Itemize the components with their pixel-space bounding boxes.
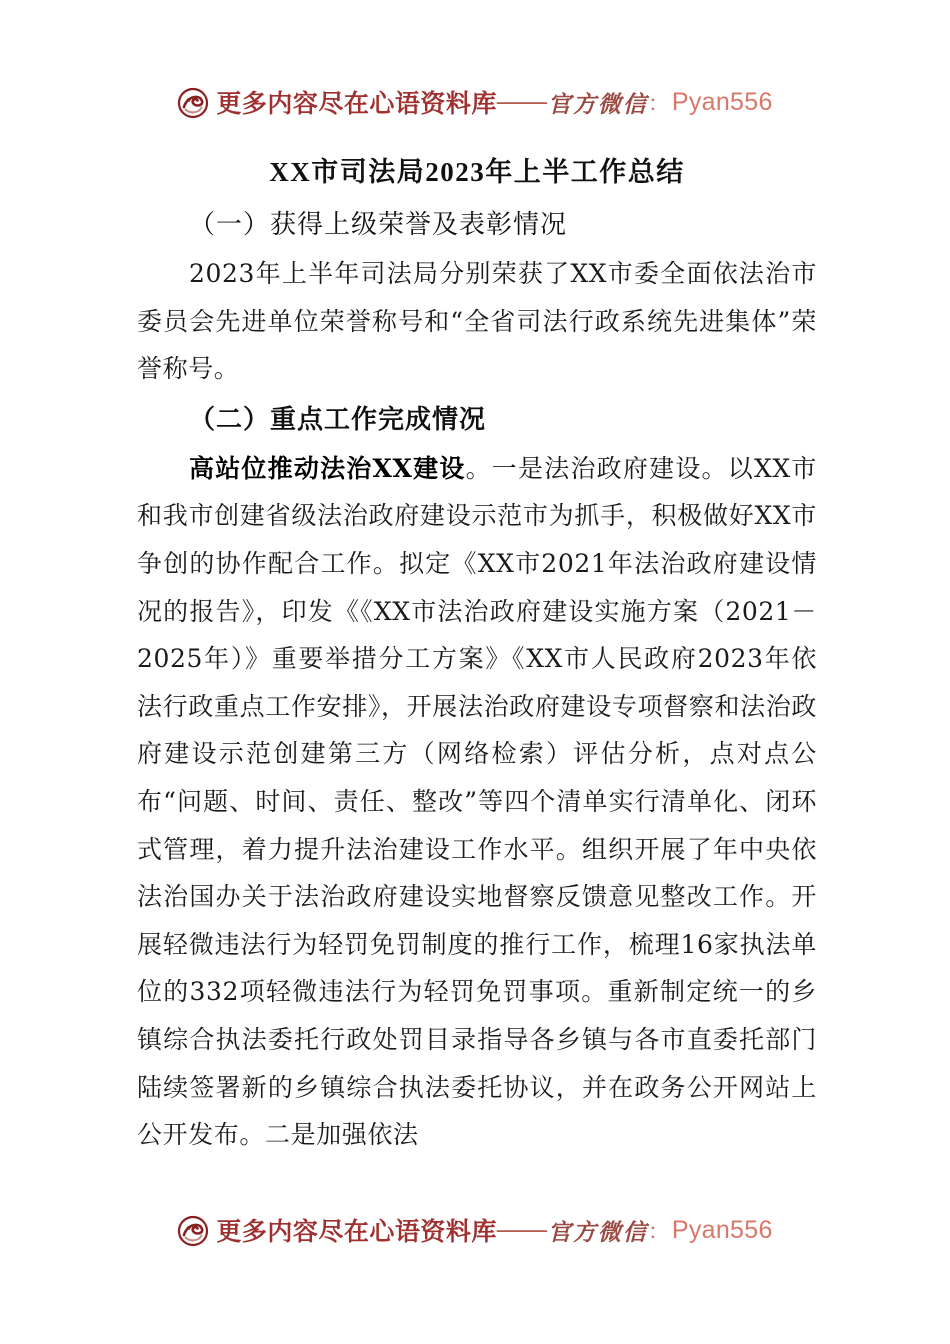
watermark-main-text: 更多内容尽在心语资料库 bbox=[216, 91, 497, 118]
watermark-wechat-id: Pyan556 bbox=[671, 87, 773, 116]
section-two-paragraph bbox=[137, 445, 817, 1159]
watermark-footer bbox=[0, 1212, 950, 1248]
watermark-colon: ： bbox=[647, 90, 670, 116]
lead-bold-text: 高站位推动法治XX建设 bbox=[189, 453, 466, 483]
watermark-wechat-label: 官方微信 bbox=[547, 91, 648, 117]
watermark-main-text: 更多内容尽在心语资料库 bbox=[216, 1219, 497, 1246]
swirl-seal-logo-icon bbox=[177, 87, 209, 119]
watermark-wechat-label: 官方微信 bbox=[547, 1219, 648, 1245]
document-body bbox=[137, 148, 817, 1159]
watermark-dash: —— bbox=[496, 1216, 547, 1243]
section-heading-two: （二）重点工作完成情况 bbox=[189, 404, 487, 435]
watermark-wechat-id: Pyan556 bbox=[671, 1215, 773, 1244]
section-one-paragraph: 2023年上半年司法局分别荣获了XX市委全面依法治市委员会先进单位荣誉称号和“全省司法行政系统先进集体”荣誉称号。 bbox=[137, 259, 817, 384]
page-title: XX市司法局2023年上半工作总结 bbox=[269, 157, 685, 187]
watermark-colon: ： bbox=[647, 1218, 670, 1244]
swirl-seal-logo-icon bbox=[177, 1215, 209, 1247]
section-two-body-text: 。一是法治政府建设。以XX市和我市创建省级法治政府建设示范市为抓手，积极做好XX市争创的协作配合工作。拟定《XX市2021年法治政府建设情况的报告》，印发《《XX市法治政府建设实施方案（2021－2025年）》重要举措分工方案》《XX市人民政府2023年依法行政重点工作安排》，开展法治政府建设专项督察和法治政府建设示范创建第三方（网络检索）评估分析，点对点公布“问题、时间、责任、整改”等四个清单实行清单化、闭环式管理，着力提升法治建设工作水平。组织开展了年中央依法治国办关于法治政府建设实地督察反馈意见整改工作。开展轻微违法行为轻罚免罚制度的推行工作，梳理16家执法单位的332项轻微违法行为轻罚免罚事项。重新制定统一的乡镇综合执法委托行政处罚目录指导各乡镇与各市直委托部门陆续签署新的乡镇综合执法委托协议，并在政务公开网站上公开发布。二是加强依法 bbox=[137, 453, 817, 1150]
section-heading-one: （一）获得上级荣誉及表彰情况 bbox=[189, 210, 568, 240]
watermark-header bbox=[0, 84, 950, 120]
watermark-dash: —— bbox=[496, 88, 547, 115]
